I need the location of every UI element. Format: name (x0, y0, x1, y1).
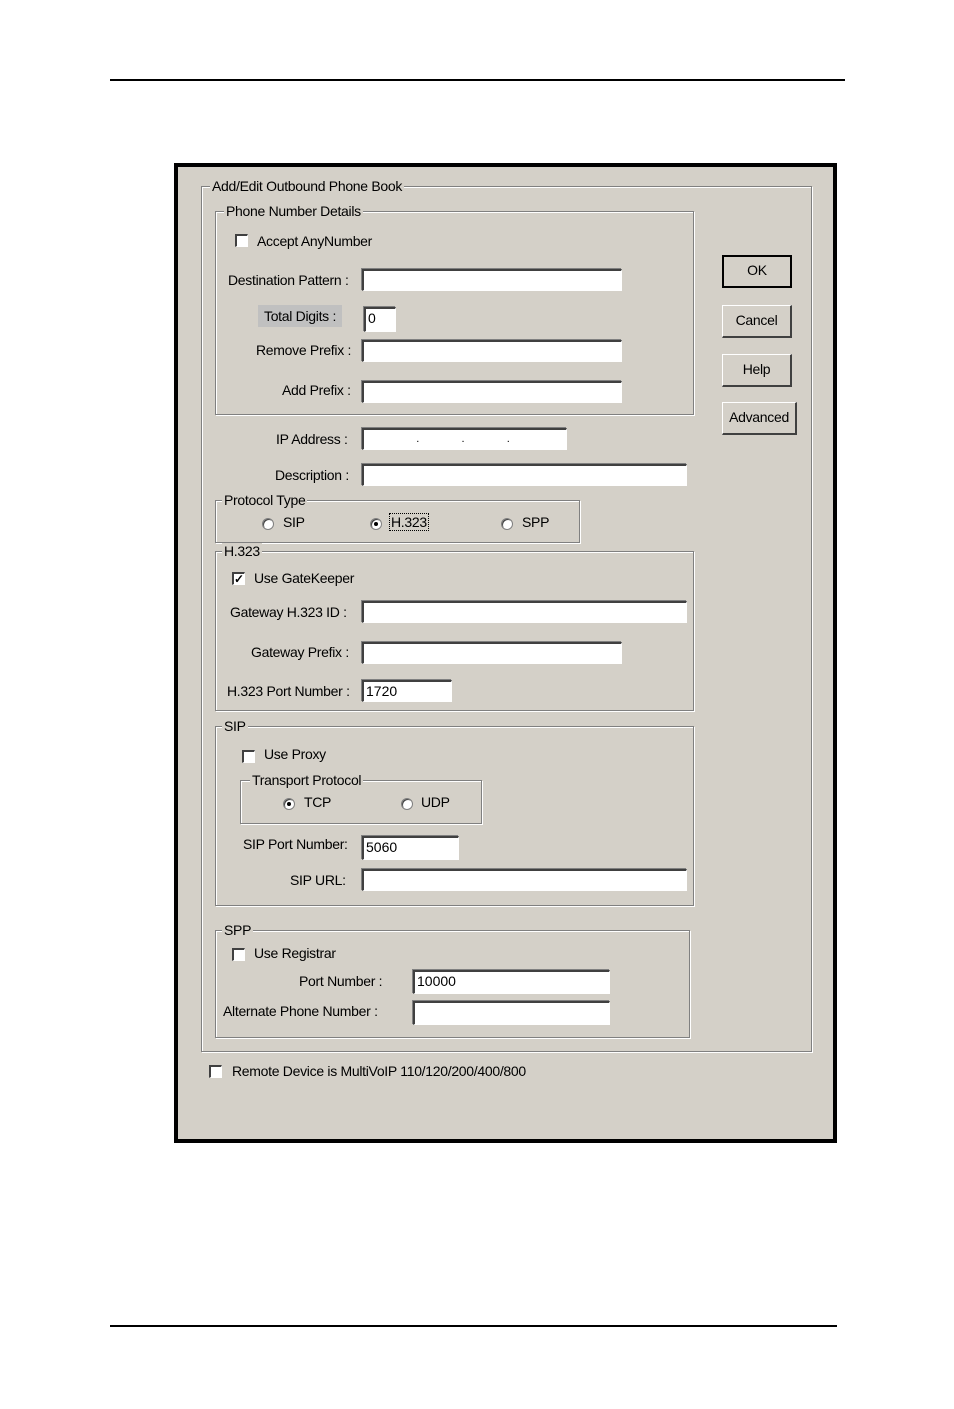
outbound-phonebook-dialog (174, 163, 837, 1143)
gateway-prefix-label: Gateway Prefix : (251, 644, 349, 660)
h323-title: H.323 (224, 543, 260, 559)
gateway-h323-id-input[interactable] (362, 601, 687, 623)
help-button[interactable]: Help (722, 354, 792, 387)
spp-port-number-label: Port Number : (299, 973, 383, 989)
protocol-type-title: Protocol Type (224, 492, 306, 508)
destination-pattern-input[interactable] (362, 269, 622, 291)
transport-udp-radio[interactable] (401, 798, 413, 810)
remote-device-checkbox[interactable] (209, 1065, 222, 1078)
total-digits-input[interactable]: 0 (364, 307, 396, 332)
h323-port-number-label: H.323 Port Number : (227, 683, 350, 699)
use-gatekeeper-label: Use GateKeeper (254, 570, 355, 586)
sip-url-input[interactable] (362, 869, 687, 891)
radio-selected-dot (374, 522, 378, 526)
ip-address-label: IP Address : (276, 431, 348, 447)
footer-rule (110, 1325, 837, 1327)
h323-port-number-input[interactable]: 1720 (362, 680, 452, 702)
protocol-sip-radio[interactable] (262, 518, 274, 530)
radio-selected-dot (287, 802, 291, 806)
sip-url-label: SIP URL: (290, 872, 346, 888)
sip-title: SIP (224, 718, 246, 734)
ok-button[interactable]: OK (722, 255, 792, 288)
gateway-prefix-input[interactable] (362, 642, 622, 664)
spp-port-number-input[interactable]: 10000 (413, 970, 610, 994)
remote-device-label: Remote Device is MultiVoIP 110/120/200/400/800 (232, 1063, 526, 1079)
ip-address-value: . . . (416, 433, 516, 445)
transport-udp-label: UDP (421, 794, 450, 810)
add-prefix-input[interactable] (362, 381, 622, 403)
advanced-button[interactable]: Advanced (722, 402, 797, 435)
accept-any-number-checkbox[interactable] (235, 234, 248, 247)
transport-protocol-title: Transport Protocol (252, 772, 362, 788)
alternate-phone-number-label: Alternate Phone Number : (223, 1003, 378, 1019)
accept-any-number-label: Accept AnyNumber (257, 233, 373, 249)
protocol-sip-label: SIP (283, 514, 305, 530)
protocol-spp-label: SPP (522, 514, 550, 530)
destination-pattern-label: Destination Pattern : (228, 272, 349, 288)
sip-port-number-label: SIP Port Number: (243, 836, 348, 852)
alternate-phone-number-input[interactable] (413, 1001, 610, 1025)
ip-address-input[interactable] (362, 428, 567, 450)
use-registrar-label: Use Registrar (254, 945, 336, 961)
sip-port-number-input[interactable]: 5060 (362, 836, 459, 860)
remove-prefix-input[interactable] (362, 340, 622, 362)
header-rule (110, 79, 845, 81)
protocol-h323-label: H.323 (391, 514, 427, 530)
spp-title: SPP (224, 922, 252, 938)
remove-prefix-label: Remove Prefix : (256, 342, 352, 358)
description-label: Description : (275, 467, 349, 483)
cancel-button[interactable]: Cancel (722, 305, 792, 338)
phone-number-details-title: Phone Number Details (226, 203, 361, 219)
use-registrar-checkbox[interactable] (232, 948, 245, 961)
protocol-spp-radio[interactable] (501, 518, 513, 530)
transport-tcp-radio[interactable] (283, 798, 295, 810)
gateway-h323-id-label: Gateway H.323 ID : (230, 604, 347, 620)
add-prefix-label: Add Prefix : (282, 382, 351, 398)
transport-tcp-label: TCP (304, 794, 332, 810)
group-title: Add/Edit Outbound Phone Book (212, 178, 403, 194)
use-proxy-checkbox[interactable] (242, 750, 255, 763)
total-digits-label: Total Digits : (258, 305, 342, 327)
description-input[interactable] (362, 464, 687, 486)
protocol-h323-radio[interactable] (370, 518, 382, 530)
use-proxy-label: Use Proxy (264, 746, 326, 762)
use-gatekeeper-checkbox[interactable]: ✓ (234, 572, 245, 586)
